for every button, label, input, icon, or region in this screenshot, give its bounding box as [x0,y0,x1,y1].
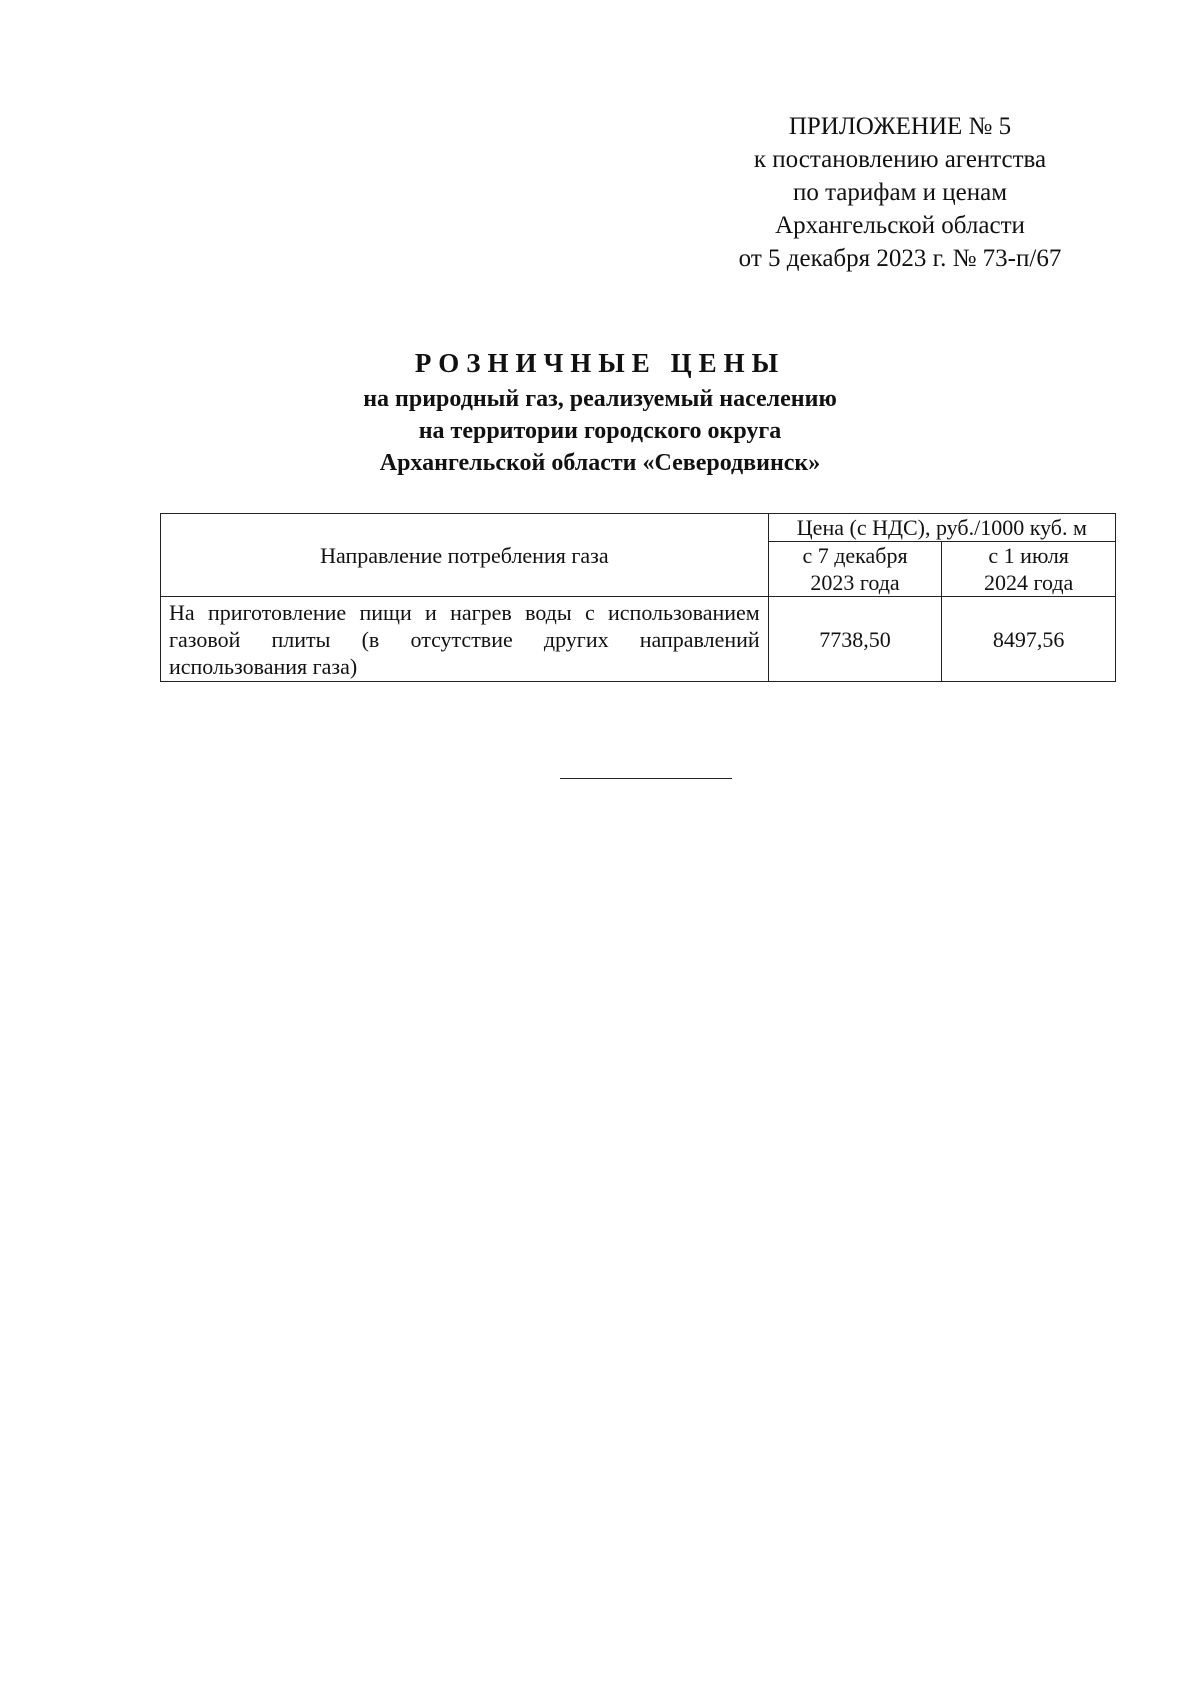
table-header-row [161,514,1116,542]
header-date-2-line1: с 1 июля [988,543,1069,568]
appendix-line: к постановлению агентства [753,146,1047,173]
table-row [161,597,1116,682]
appendix-line: ПРИЛОЖЕНИЕ № 5 [788,113,1012,140]
header-date-1-line2: 2023 года [810,570,900,595]
header-price-group: Цена (с НДС), руб./1000 куб. м [768,514,1115,542]
price-value-2023: 7738,50 [768,597,942,682]
header-date-1 [768,542,942,597]
header-date-1-line1: с 7 декабря [802,543,908,568]
title-block [250,345,950,479]
price-table [160,513,1116,682]
subtitle-line: на территории городского округа [418,418,782,444]
price-value-2024: 8497,56 [942,597,1116,682]
header-date-2-line2: 2024 года [984,570,1074,595]
subtitle-line: Архангельской области «Северодвинск» [379,450,821,476]
appendix-line: от 5 декабря 2023 г. № 73-п/67 [738,245,1062,272]
appendix-line: Архангельской области [775,212,1025,239]
closing-divider [560,778,732,779]
header-date-2 [942,542,1116,597]
direction-cell: На приготовление пищи и нагрев воды с использованием газовой плиты (в отсутствие других направлений использования газа) [161,597,769,682]
appendix-block [700,110,1100,275]
document-title: РОЗНИЧНЫЕ ЦЕНЫ [414,348,786,378]
header-direction: Направление потребления газа [161,514,769,597]
appendix-line: по тарифам и ценам [792,179,1008,206]
subtitle-line: на природный газ, реализуемый населению [363,386,837,412]
